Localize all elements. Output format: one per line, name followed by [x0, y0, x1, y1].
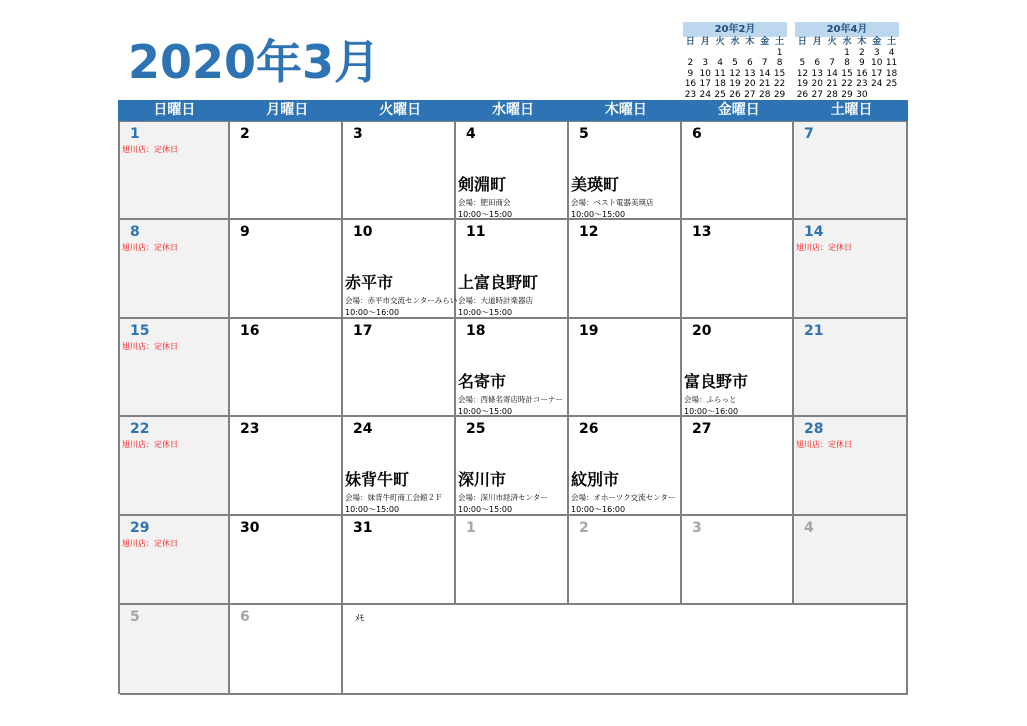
day-number: 8	[130, 224, 140, 240]
mini-day	[698, 48, 713, 59]
mini-day: 17	[699, 79, 711, 89]
event-time: 10:00～15:00	[458, 407, 513, 416]
closed-notice: 旭川店：定休日	[122, 342, 178, 351]
day-number: 11	[466, 224, 486, 240]
mini-dow-label: 日	[797, 37, 807, 47]
day-cell[interactable]	[120, 417, 230, 516]
mini-day	[825, 48, 840, 59]
mini-day	[713, 48, 728, 59]
mini-dow-label: 水	[730, 37, 740, 47]
mini-day: 3	[873, 47, 880, 58]
day-cell[interactable]	[456, 220, 569, 319]
mini-day: 25	[885, 79, 898, 89]
event-name: 深川市	[458, 470, 507, 489]
mini-day: 17	[870, 68, 883, 79]
weekday-header: 日曜日	[153, 102, 196, 118]
mini-calendar-title: 20年2月	[683, 22, 787, 37]
day-cell[interactable]	[343, 516, 456, 605]
mini-day: 9	[858, 58, 865, 68]
mini-dow-label: 日	[685, 37, 695, 47]
closed-notice: 旭川店：定休日	[122, 440, 178, 449]
day-number: 3	[353, 126, 363, 142]
mini-day: 11	[885, 58, 898, 68]
weekday-header: 金曜日	[717, 102, 760, 118]
event-time: 10:00～15:00	[458, 308, 513, 317]
day-number: 5	[130, 609, 140, 625]
mini-dow-label: 水	[842, 37, 852, 47]
mini-day: 4	[888, 47, 895, 58]
event-time: 10:00～15:00	[458, 505, 513, 514]
day-number: 4	[804, 520, 814, 536]
day-number: 31	[353, 520, 373, 536]
mini-day: 21	[758, 79, 771, 89]
day-cell[interactable]	[230, 417, 343, 516]
mini-calendar-april	[795, 22, 899, 100]
mini-day	[869, 90, 884, 101]
mini-day	[683, 48, 698, 59]
mini-day	[757, 48, 772, 59]
mini-day: 6	[814, 58, 821, 68]
day-number: 19	[579, 323, 599, 339]
day-cell[interactable]	[456, 122, 569, 220]
mini-day	[884, 90, 899, 101]
mini-day: 5	[732, 58, 738, 68]
mini-day: 5	[799, 58, 806, 68]
memo-area[interactable]	[343, 605, 908, 695]
mini-day: 23	[856, 79, 868, 89]
mini-day: 2	[687, 58, 694, 68]
day-number: 25	[466, 421, 486, 437]
day-cell[interactable]	[343, 319, 456, 417]
closed-notice: 旭川店：定休日	[122, 145, 178, 154]
mini-day	[810, 48, 825, 59]
day-cell[interactable]	[682, 319, 794, 417]
closed-notice: 旭川店：定休日	[796, 243, 852, 252]
day-cell[interactable]	[456, 319, 569, 417]
mini-day: 11	[714, 68, 726, 79]
day-cell[interactable]	[230, 605, 343, 695]
mini-calendar-grid	[683, 37, 787, 100]
mini-day: 3	[702, 58, 709, 68]
day-number: 5	[579, 126, 589, 142]
mini-day: 20	[811, 79, 823, 89]
mini-day: 14	[826, 68, 838, 79]
day-number: 23	[240, 421, 260, 437]
event-time: 10:00～16:00	[345, 308, 400, 317]
event-venue: 会場：妹背牛町商工会館２Ｆ	[345, 493, 443, 502]
event-venue: 会場：赤平市交流センターみらい	[345, 296, 458, 305]
day-cell[interactable]	[230, 220, 343, 319]
day-cell[interactable]	[569, 417, 682, 516]
mini-day: 22	[773, 79, 786, 89]
mini-day	[728, 48, 743, 59]
mini-day: 1	[776, 47, 783, 58]
closed-notice: 旭川店：定休日	[796, 440, 852, 449]
mini-day: 2	[858, 47, 865, 58]
mini-day: 27	[744, 89, 756, 100]
weekday-header: 土曜日	[830, 102, 873, 118]
day-cell[interactable]	[120, 220, 230, 319]
mini-dow-label: 火	[827, 37, 837, 47]
mini-day: 18	[885, 68, 898, 79]
day-number: 2	[240, 126, 250, 142]
day-cell[interactable]	[682, 220, 794, 319]
event-name: 剣淵町	[458, 175, 507, 194]
mini-day: 4	[717, 58, 723, 68]
day-number: 15	[130, 323, 150, 339]
day-number: 27	[692, 421, 712, 437]
day-number: 3	[692, 520, 702, 536]
closed-notice: 旭川店：定休日	[122, 243, 178, 252]
day-cell[interactable]	[230, 319, 343, 417]
mini-day: 26	[796, 89, 809, 100]
mini-day: 8	[844, 58, 850, 68]
weekday-header: 木曜日	[604, 102, 647, 118]
mini-day: 20	[744, 79, 756, 89]
day-number: 13	[692, 224, 712, 240]
event-venue: 会場：ベスト電器美瑛店	[571, 198, 654, 207]
event-venue: 会場：大道時計楽器店	[458, 296, 533, 305]
day-number: 18	[466, 323, 486, 339]
day-number: 30	[240, 520, 260, 536]
day-cell[interactable]	[120, 319, 230, 417]
mini-dow-label: 月	[700, 37, 710, 47]
event-venue: 会場：オホーツク交流センター	[571, 493, 676, 502]
day-cell[interactable]	[343, 220, 456, 319]
mini-day: 15	[773, 68, 786, 79]
event-name: 紋別市	[571, 470, 620, 489]
day-cell[interactable]	[682, 516, 794, 605]
day-number: 6	[240, 609, 250, 625]
day-number: 9	[240, 224, 250, 240]
mini-day: 21	[826, 79, 838, 89]
day-number: 24	[353, 421, 373, 437]
mini-day: 19	[729, 79, 741, 89]
event-name: 名寄市	[458, 372, 507, 391]
event-venue: 会場：西條名寄店時計コーナー	[458, 395, 563, 404]
event-name: 妹背牛町	[345, 470, 410, 489]
day-number: 17	[353, 323, 373, 339]
calendar-grid	[118, 121, 908, 694]
mini-day: 28	[758, 89, 771, 100]
mini-day: 24	[870, 79, 883, 89]
day-cell[interactable]	[794, 220, 908, 319]
day-cell[interactable]	[569, 220, 682, 319]
mini-calendar-title: 20年4月	[795, 22, 899, 37]
day-cell[interactable]	[794, 319, 908, 417]
event-name: 美瑛町	[571, 175, 620, 194]
day-number: 6	[692, 126, 702, 142]
day-number: 22	[130, 421, 150, 437]
day-number: 12	[579, 224, 599, 240]
event-venue: 会場：深川市経済センター	[458, 493, 548, 502]
day-cell[interactable]	[120, 516, 230, 605]
mini-day: 13	[744, 68, 756, 79]
day-cell[interactable]	[569, 516, 682, 605]
day-cell[interactable]	[569, 319, 682, 417]
closed-notice: 旭川店：定休日	[122, 539, 178, 548]
mini-day: 1	[844, 47, 850, 58]
day-cell[interactable]	[230, 516, 343, 605]
day-number: 2	[579, 520, 589, 536]
day-number: 4	[466, 126, 476, 142]
mini-dow-label: 金	[872, 37, 882, 47]
mini-dow-label: 火	[715, 37, 725, 47]
day-number: 7	[804, 126, 814, 142]
mini-day	[742, 48, 757, 59]
mini-day: 7	[829, 58, 835, 68]
mini-day: 12	[729, 68, 741, 79]
mini-day: 10	[870, 58, 883, 68]
day-number: 26	[579, 421, 599, 437]
event-venue: 会場：肥田商会	[458, 198, 511, 207]
day-cell[interactable]	[456, 516, 569, 605]
day-number: 21	[804, 323, 824, 339]
event-name: 赤平市	[345, 273, 394, 292]
mini-day: 9	[687, 68, 694, 79]
mini-day: 10	[699, 68, 711, 79]
mini-dow-label: 月	[812, 37, 822, 47]
mini-dow-label: 木	[745, 37, 755, 47]
mini-day: 22	[841, 79, 853, 89]
day-cell[interactable]	[120, 605, 230, 695]
day-number: 14	[804, 224, 824, 240]
mini-day: 16	[684, 79, 697, 89]
mini-day: 8	[776, 58, 783, 68]
day-number: 1	[130, 126, 140, 142]
day-number: 20	[692, 323, 712, 339]
mini-day: 29	[841, 89, 853, 100]
day-cell[interactable]	[120, 122, 230, 220]
mini-calendar-grid	[795, 37, 899, 100]
mini-day: 13	[811, 68, 823, 79]
weekday-header: 月曜日	[266, 102, 309, 118]
memo-label: ﾒﾓ	[355, 614, 365, 624]
mini-day: 18	[714, 79, 726, 89]
day-cell[interactable]	[230, 122, 343, 220]
mini-day	[795, 48, 810, 59]
mini-day: 15	[841, 68, 853, 79]
event-name: 上富良野町	[458, 273, 539, 292]
day-number: 16	[240, 323, 260, 339]
day-cell[interactable]	[794, 516, 908, 605]
weekday-header-row	[118, 100, 908, 121]
day-cell[interactable]	[794, 122, 908, 220]
month-calendar	[118, 100, 908, 694]
day-cell[interactable]	[343, 417, 456, 516]
weekday-header: 水曜日	[491, 102, 534, 118]
mini-day: 30	[856, 89, 868, 100]
day-cell[interactable]	[794, 417, 908, 516]
day-cell[interactable]	[569, 122, 682, 220]
event-name: 富良野市	[684, 372, 749, 391]
mini-day: 29	[773, 89, 786, 100]
mini-dow-label: 金	[760, 37, 770, 47]
mini-day: 14	[758, 68, 771, 79]
mini-day: 24	[699, 89, 711, 100]
event-venue: 会場：ふらっと	[684, 395, 737, 404]
mini-day: 16	[856, 68, 868, 79]
mini-dow-label: 土	[887, 37, 897, 47]
day-cell[interactable]	[456, 417, 569, 516]
mini-day: 7	[761, 58, 768, 68]
mini-day: 12	[796, 68, 809, 79]
mini-dow-label: 木	[857, 37, 867, 47]
mini-day: 23	[684, 89, 697, 100]
calendar-title: 2020年3月	[128, 35, 381, 89]
day-number: 10	[353, 224, 373, 240]
mini-day: 27	[811, 89, 823, 100]
day-number: 28	[804, 421, 824, 437]
mini-calendar-february	[683, 22, 787, 100]
event-time: 10:00～15:00	[571, 210, 626, 219]
mini-day: 25	[714, 89, 726, 100]
mini-day: 28	[826, 89, 838, 100]
mini-day: 26	[729, 89, 741, 100]
event-time: 10:00～16:00	[684, 407, 739, 416]
day-number: 1	[466, 520, 476, 536]
day-cell[interactable]	[343, 122, 456, 220]
day-cell[interactable]	[682, 122, 794, 220]
weekday-header: 火曜日	[379, 102, 422, 118]
mini-dow-label: 土	[775, 37, 785, 47]
event-time: 10:00～15:00	[458, 210, 513, 219]
day-number: 29	[130, 520, 150, 536]
day-cell[interactable]	[682, 417, 794, 516]
event-time: 10:00～16:00	[571, 505, 626, 514]
event-time: 10:00～15:00	[345, 505, 400, 514]
mini-day: 6	[746, 58, 753, 68]
mini-day: 19	[796, 79, 809, 89]
